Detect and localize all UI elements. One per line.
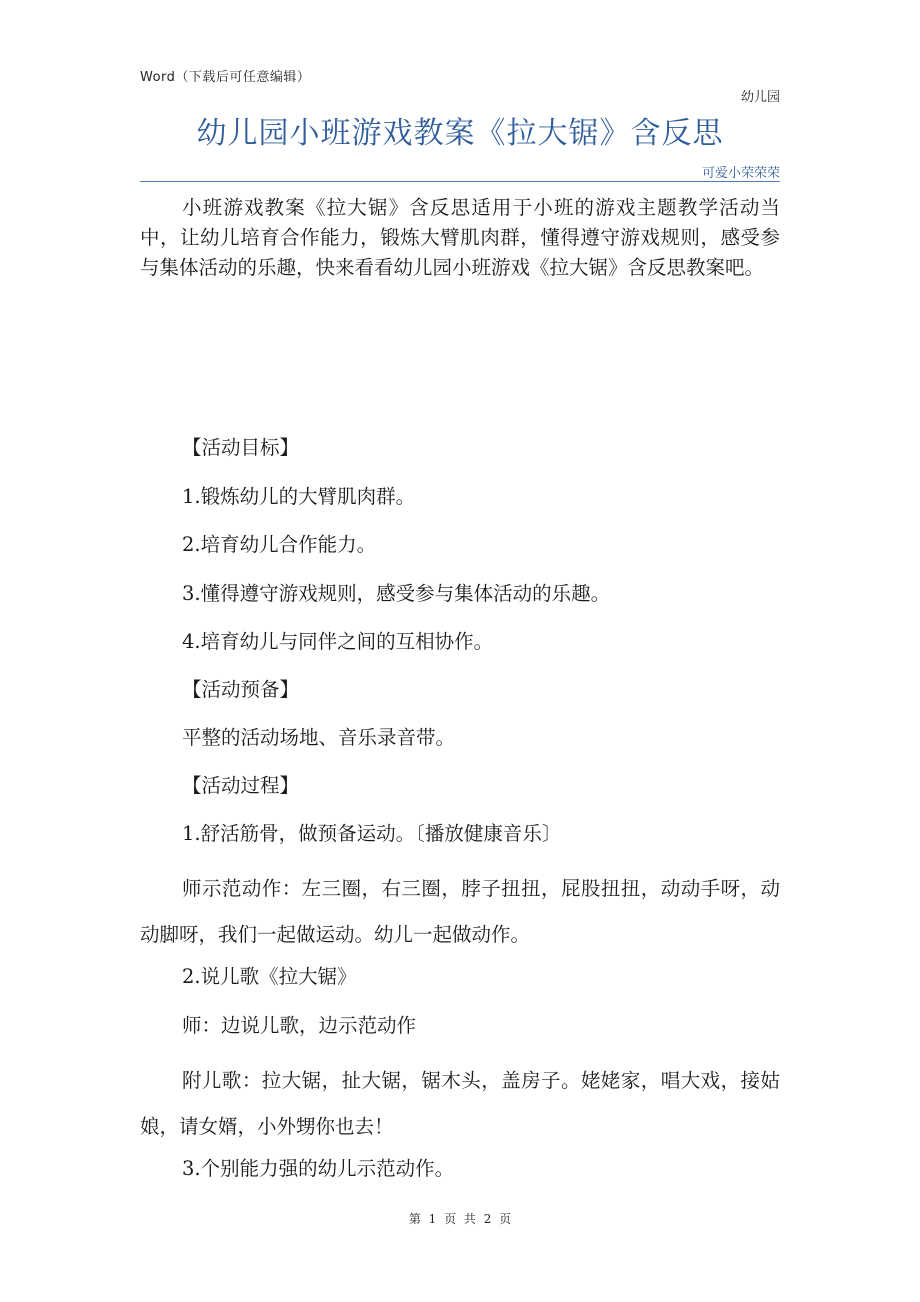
page-number: 第 1 页 共 2 页 [408,1212,512,1226]
process-step: 1.舒活筋骨，做预备运动。〔播放健康音乐〕 [182,822,562,845]
author-name: 可爱小荣荣荣 [701,166,780,181]
rhyme-text: 附儿歌：拉大锯，扯大锯，锯木头，盖房子。姥姥家，唱大戏，接姑娘，请女婿，小外甥你也去！ [140,1069,780,1138]
preparation-text: 平整的活动场地、音乐录音带。 [182,726,456,749]
section-heading-goals: 【活动目标】 [182,436,300,459]
goal-item: 2.培育幼儿合作能力。 [182,533,377,556]
goal-item: 1.锻炼幼儿的大臂肌肉群。 [182,485,416,508]
download-note: Word（下载后可任意编辑） [140,70,311,85]
process-paragraph: 师示范动作：左三圈，右三圈，脖子扭扭，屁股扭扭，动动手呀，动动脚呀，我们一起做运动。幼儿一起做动作。 [140,877,780,946]
intro-paragraph: 小班游戏教案《拉大锯》含反思适用于小班的游戏主题教学活动当中，让幼儿培育合作能力，锻炼大臂肌肉群，懂得遵守游戏规则，感受参与集体活动的乐趣，快来看看幼儿园小班游戏《拉大锯》含反思教案吧。 [140,196,780,279]
goal-item: 3.懂得遵守游戏规则，感受参与集体活动的乐趣。 [182,582,611,605]
goal-item: 4.培育幼儿与同伴之间的互相协作。 [182,630,494,653]
header-category: 幼儿园 [740,90,780,105]
document-title: 幼儿园小班游戏教案《拉大锯》含反思 [196,116,724,151]
section-heading-preparation: 【活动预备】 [182,678,300,701]
process-step: 2.说儿歌《拉大锯》 [182,965,357,988]
process-step: 3.个别能力强的幼儿示范动作。 [182,1157,455,1180]
section-heading-process: 【活动过程】 [182,774,300,797]
header-divider [140,181,780,182]
process-paragraph: 师：边说儿歌，边示范动作 [182,1014,417,1037]
